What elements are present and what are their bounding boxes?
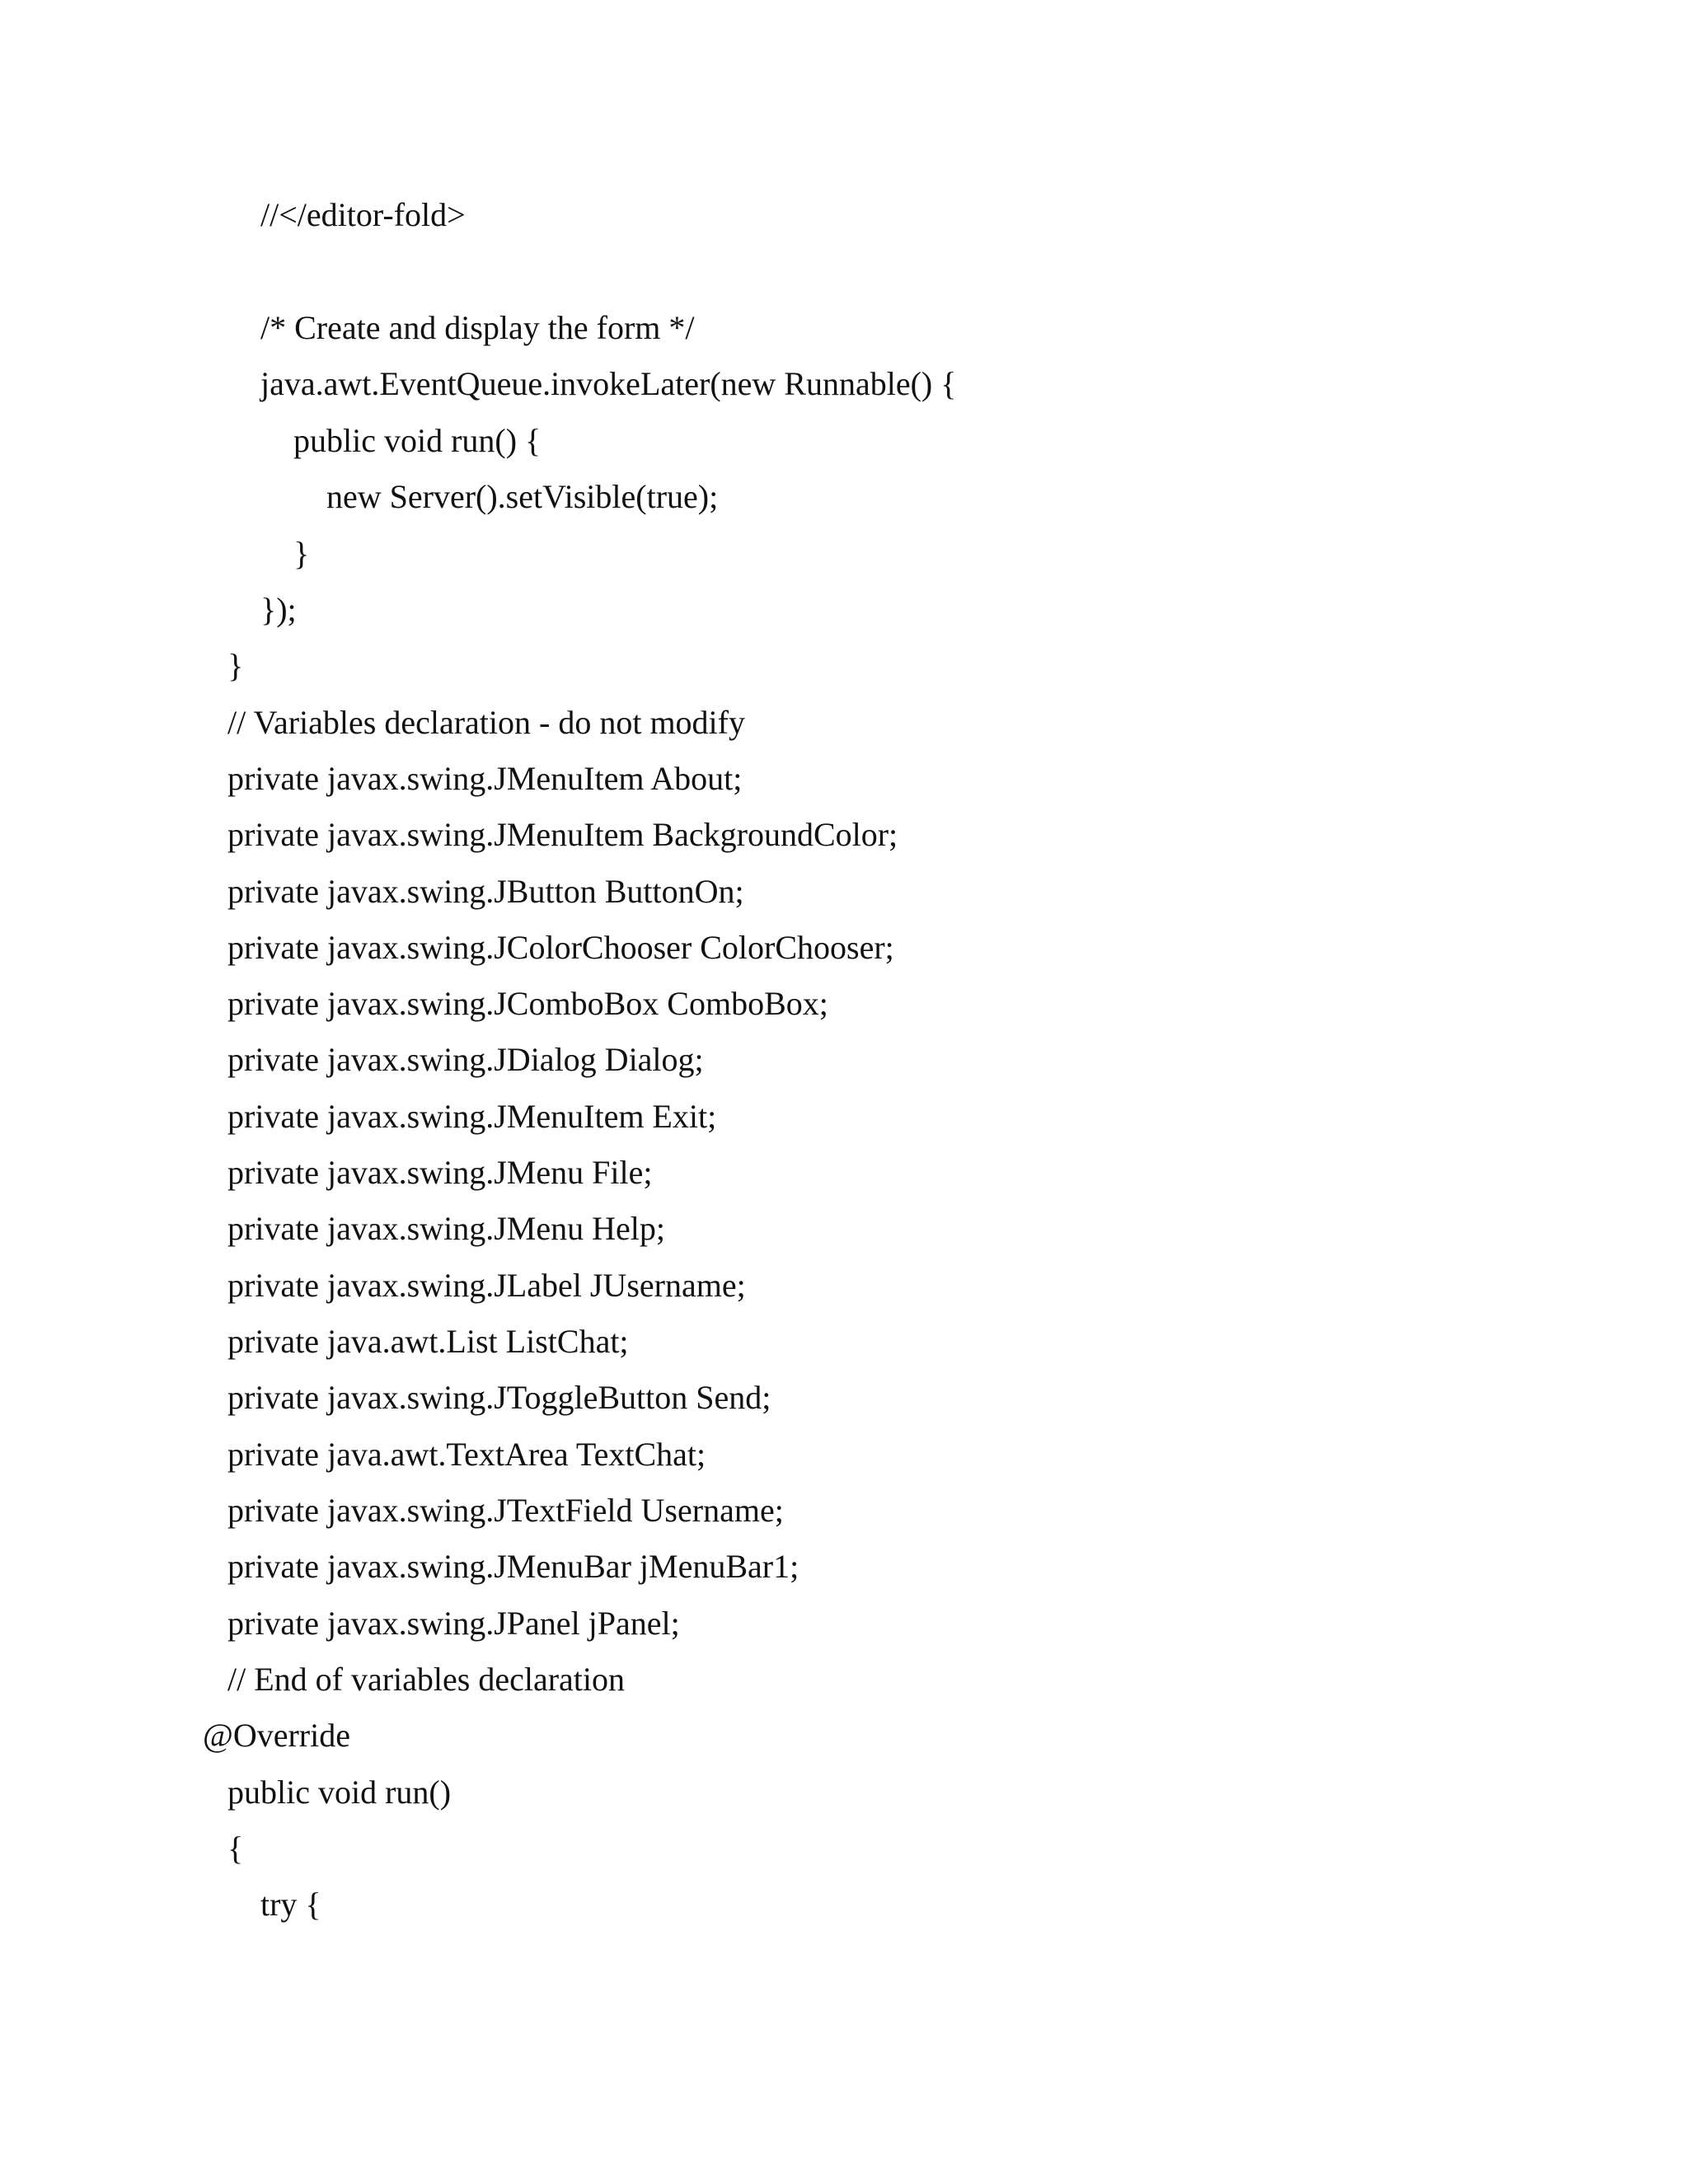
- code-line: private javax.swing.JPanel jPanel;: [227, 1605, 680, 1642]
- code-line: private javax.swing.JMenuItem Exit;: [227, 1098, 717, 1135]
- code-line: private javax.swing.JTextField Username;: [227, 1492, 784, 1529]
- code-line: // Variables declaration - do not modify: [227, 704, 745, 741]
- code-line: public void run() {: [293, 422, 542, 459]
- code-line: @Override: [203, 1717, 350, 1754]
- code-line: private javax.swing.JButton ButtonOn;: [227, 873, 744, 910]
- code-line: try {: [260, 1886, 321, 1923]
- code-line: new Server().setVisible(true);: [326, 478, 719, 515]
- code-line: // End of variables declaration: [227, 1661, 626, 1698]
- code-line: }: [293, 535, 310, 572]
- code-line: private javax.swing.JMenuItem About;: [227, 760, 743, 797]
- code-line: private javax.swing.JLabel JUsername;: [227, 1267, 746, 1304]
- code-line: private javax.swing.JToggleButton Send;: [227, 1379, 771, 1416]
- code-line: private javax.swing.JDialog Dialog;: [227, 1041, 704, 1078]
- code-line: private javax.swing.JMenu File;: [227, 1154, 653, 1191]
- code-line: private java.awt.TextArea TextChat;: [227, 1436, 706, 1473]
- code-line: private javax.swing.JMenuBar jMenuBar1;: [227, 1548, 799, 1585]
- code-line: //</editor-fold>: [260, 196, 466, 233]
- code-line: /* Create and display the form */: [260, 309, 695, 346]
- code-line: private javax.swing.JComboBox ComboBox;: [227, 985, 828, 1022]
- code-line: java.awt.EventQueue.invokeLater(new Runnable() {: [260, 365, 957, 402]
- code-line: });: [260, 591, 297, 628]
- code-line: public void run(): [227, 1774, 452, 1811]
- code-line: private javax.swing.JColorChooser ColorChooser;: [227, 929, 894, 966]
- code-line: private javax.swing.JMenu Help;: [227, 1210, 665, 1247]
- code-line: {: [227, 1830, 244, 1867]
- code-line: private javax.swing.JMenuItem BackgroundColor;: [227, 816, 898, 853]
- code-line: private java.awt.List ListChat;: [227, 1323, 629, 1360]
- code-line: }: [227, 647, 244, 684]
